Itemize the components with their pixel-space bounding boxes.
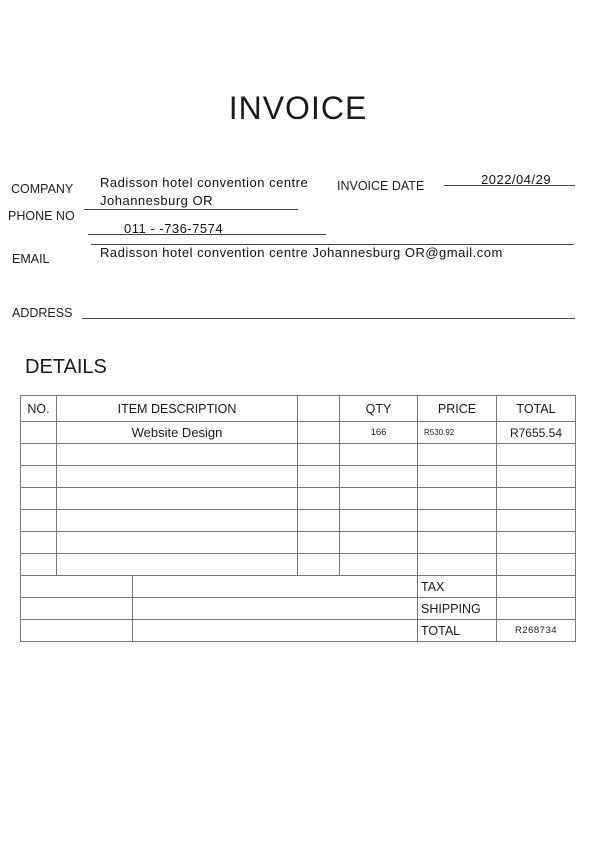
summary-blank-mid — [133, 598, 418, 620]
phone-value: 011 - -736-7574 — [124, 221, 224, 236]
row-description: Website Design — [57, 422, 298, 444]
row-description — [57, 444, 298, 466]
row-description — [57, 532, 298, 554]
summary-blank-left — [21, 620, 133, 642]
summary-row-tax — [21, 576, 576, 598]
row-price — [418, 466, 497, 488]
row-total: R7655.54 — [497, 422, 576, 444]
header-qty: QTY — [340, 396, 418, 422]
items-table — [20, 395, 576, 576]
invoice-title: INVOICE — [228, 90, 368, 126]
row-qty — [340, 510, 418, 532]
header-price: PRICE — [418, 396, 497, 422]
row-price — [418, 532, 497, 554]
table-row — [21, 422, 576, 444]
row-no — [21, 532, 57, 554]
invoice-date-underline — [444, 185, 575, 186]
summary-blank-mid — [133, 576, 418, 598]
row-blank — [298, 466, 340, 488]
table-row — [21, 510, 576, 532]
table-row — [21, 554, 576, 576]
table-row — [21, 532, 576, 554]
summary-row-total — [21, 620, 576, 642]
tax-label: TAX — [418, 576, 497, 598]
table-header-row — [21, 396, 576, 422]
row-blank — [298, 554, 340, 576]
row-total — [497, 532, 576, 554]
summary-blank-left — [21, 598, 133, 620]
header-total: TOTAL — [497, 396, 576, 422]
row-total — [497, 488, 576, 510]
grand-total-label: TOTAL — [418, 620, 497, 642]
grand-total-value: R268734 — [497, 620, 576, 642]
address-label: ADDRESS — [12, 306, 73, 320]
row-description — [57, 510, 298, 532]
row-qty — [340, 532, 418, 554]
row-total — [497, 554, 576, 576]
row-no — [21, 510, 57, 532]
row-total — [497, 510, 576, 532]
email-value: Radisson hotel convention centre Johannesburg OR@gmail.com — [100, 245, 503, 260]
row-no — [21, 554, 57, 576]
row-price — [418, 488, 497, 510]
row-blank — [298, 488, 340, 510]
shipping-label: SHIPPING — [418, 598, 497, 620]
row-description — [57, 488, 298, 510]
row-price — [418, 554, 497, 576]
row-blank — [298, 444, 340, 466]
row-no — [21, 488, 57, 510]
row-price: R530.92 — [418, 422, 497, 444]
row-no — [21, 422, 57, 444]
row-no — [21, 466, 57, 488]
row-total — [497, 444, 576, 466]
company-underline — [84, 209, 298, 210]
company-label: COMPANY — [11, 182, 74, 196]
row-blank — [298, 422, 340, 444]
table-row — [21, 466, 576, 488]
row-qty — [340, 466, 418, 488]
summary-row-shipping — [21, 598, 576, 620]
table-row — [21, 488, 576, 510]
phone-underline — [88, 234, 326, 235]
tax-value — [497, 576, 576, 598]
details-heading: DETAILS — [25, 356, 107, 378]
summary-table — [20, 575, 576, 642]
row-no — [21, 444, 57, 466]
row-qty: 166 — [340, 422, 418, 444]
row-description — [57, 554, 298, 576]
row-qty — [340, 444, 418, 466]
invoice-date-value: 2022/04/29 — [481, 172, 552, 187]
header-no: NO. — [21, 396, 57, 422]
address-underline — [82, 318, 575, 319]
row-total — [497, 466, 576, 488]
summary-blank-mid — [133, 620, 418, 642]
row-qty — [340, 554, 418, 576]
shipping-value — [497, 598, 576, 620]
phone-label: PHONE NO — [8, 209, 75, 223]
row-description — [57, 466, 298, 488]
summary-blank-left — [21, 576, 133, 598]
header-blank — [298, 396, 340, 422]
company-value-line1: Radisson hotel convention centre — [100, 175, 309, 190]
row-blank — [298, 510, 340, 532]
email-label: EMAIL — [12, 252, 50, 266]
row-qty — [340, 488, 418, 510]
row-price — [418, 510, 497, 532]
table-row — [21, 444, 576, 466]
invoice-date-label: INVOICE DATE — [337, 179, 425, 193]
row-blank — [298, 532, 340, 554]
row-price — [418, 444, 497, 466]
header-item-description: ITEM DESCRIPTION — [57, 396, 298, 422]
company-value-line2: Johannesburg OR — [100, 193, 214, 208]
